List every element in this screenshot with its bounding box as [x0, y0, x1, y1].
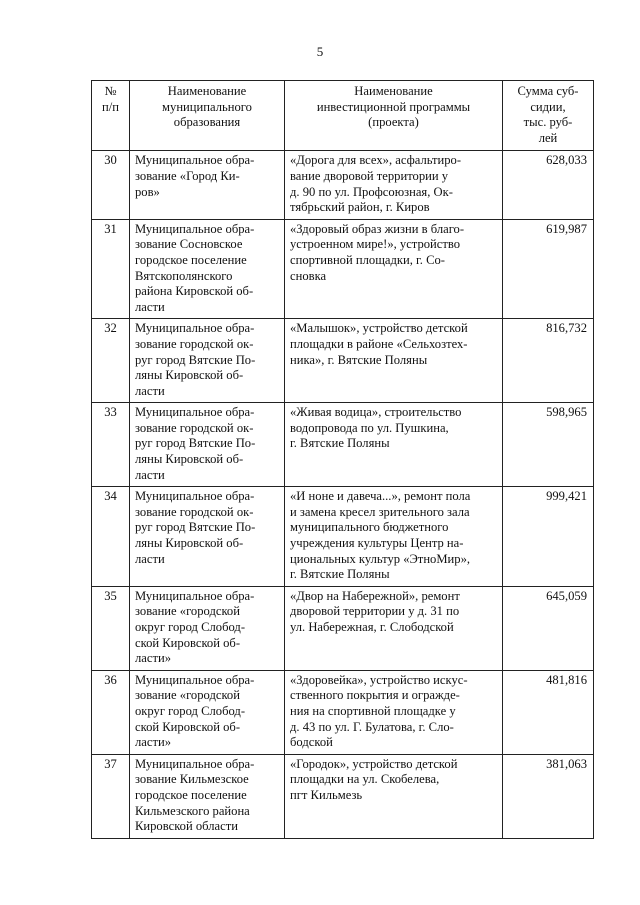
- row-project: «Здоровейка», устройство искус- ственного покрытия и огражде- ния на спортивной площадке у д. 43 по ул. Г. Булатова, г. Сло- бодской: [285, 670, 503, 754]
- row-municipality: Муниципальное обра- зование Сосновское городское поселение Вятскополянского района Кировской об- ласти: [130, 219, 285, 319]
- row-municipality: Муниципальное обра- зование городской ок- руг город Вятские По- ляны Кировской об- ласти: [130, 403, 285, 487]
- table-row: [92, 670, 594, 754]
- subsidy-table: [91, 80, 594, 839]
- header-municipality: Наименование муниципального образования: [130, 81, 285, 151]
- row-number: 31: [92, 219, 130, 319]
- table-header-row: [92, 81, 594, 151]
- header-number: № п/п: [92, 81, 130, 151]
- table-row: [92, 403, 594, 487]
- table-row: [92, 487, 594, 587]
- row-amount: 645,059: [503, 586, 594, 670]
- table-row: [92, 754, 594, 838]
- table-row: [92, 219, 594, 319]
- row-amount: 628,033: [503, 151, 594, 219]
- row-number: 30: [92, 151, 130, 219]
- row-number: 37: [92, 754, 130, 838]
- row-project: «Городок», устройство детской площадки на ул. Скобелева, пгт Кильмезь: [285, 754, 503, 838]
- row-municipality: Муниципальное обра- зование «городской округ город Слобод- ской Кировской об- ласти»: [130, 586, 285, 670]
- row-amount: 619,987: [503, 219, 594, 319]
- row-number: 36: [92, 670, 130, 754]
- row-amount: 598,965: [503, 403, 594, 487]
- row-number: 35: [92, 586, 130, 670]
- row-project: «И ноне и давеча...», ремонт пола и замена кресел зрительного зала муниципального бюджетного учреждения культуры Центр на- циональных культур «ЭтноМир», г. Вятские Поляны: [285, 487, 503, 587]
- row-amount: 999,421: [503, 487, 594, 587]
- row-municipality: Муниципальное обра- зование городской ок- руг город Вятские По- ляны Кировской об- ласти: [130, 319, 285, 403]
- row-municipality: Муниципальное обра- зование «Город Ки- ров»: [130, 151, 285, 219]
- row-project: «Дорога для всех», асфальтиро- вание дворовой территории у д. 90 по ул. Профсоюзная, Ок- тябрьский район, г. Киров: [285, 151, 503, 219]
- row-number: 34: [92, 487, 130, 587]
- row-project: «Двор на Набережной», ремонт дворовой территории у д. 31 по ул. Набережная, г. Слободской: [285, 586, 503, 670]
- table-row: [92, 151, 594, 219]
- row-amount: 816,732: [503, 319, 594, 403]
- table-row: [92, 319, 594, 403]
- row-municipality: Муниципальное обра- зование городской ок- руг город Вятские По- ляны Кировской об- ласти: [130, 487, 285, 587]
- row-project: «Малышок», устройство детской площадки в районе «Сельхозтех- ника», г. Вятские Поляны: [285, 319, 503, 403]
- page-number: 5: [316, 44, 324, 59]
- row-municipality: Муниципальное обра- зование Кильмезское городское поселение Кильмезского района Кировской области: [130, 754, 285, 838]
- row-number: 33: [92, 403, 130, 487]
- table-row: [92, 586, 594, 670]
- row-project: «Живая водица», строительство водопровода по ул. Пушкина, г. Вятские Поляны: [285, 403, 503, 487]
- row-amount: 381,063: [503, 754, 594, 838]
- row-amount: 481,816: [503, 670, 594, 754]
- header-amount: Сумма суб- сидии, тыс. руб- лей: [503, 81, 594, 151]
- row-municipality: Муниципальное обра- зование «городской округ город Слобод- ской Кировской об- ласти»: [130, 670, 285, 754]
- row-project: «Здоровый образ жизни в благо- устроенном мире!», устройство спортивной площадки, г. Со- сновка: [285, 219, 503, 319]
- row-number: 32: [92, 319, 130, 403]
- header-project: Наименование инвестиционной программы (проекта): [285, 81, 503, 151]
